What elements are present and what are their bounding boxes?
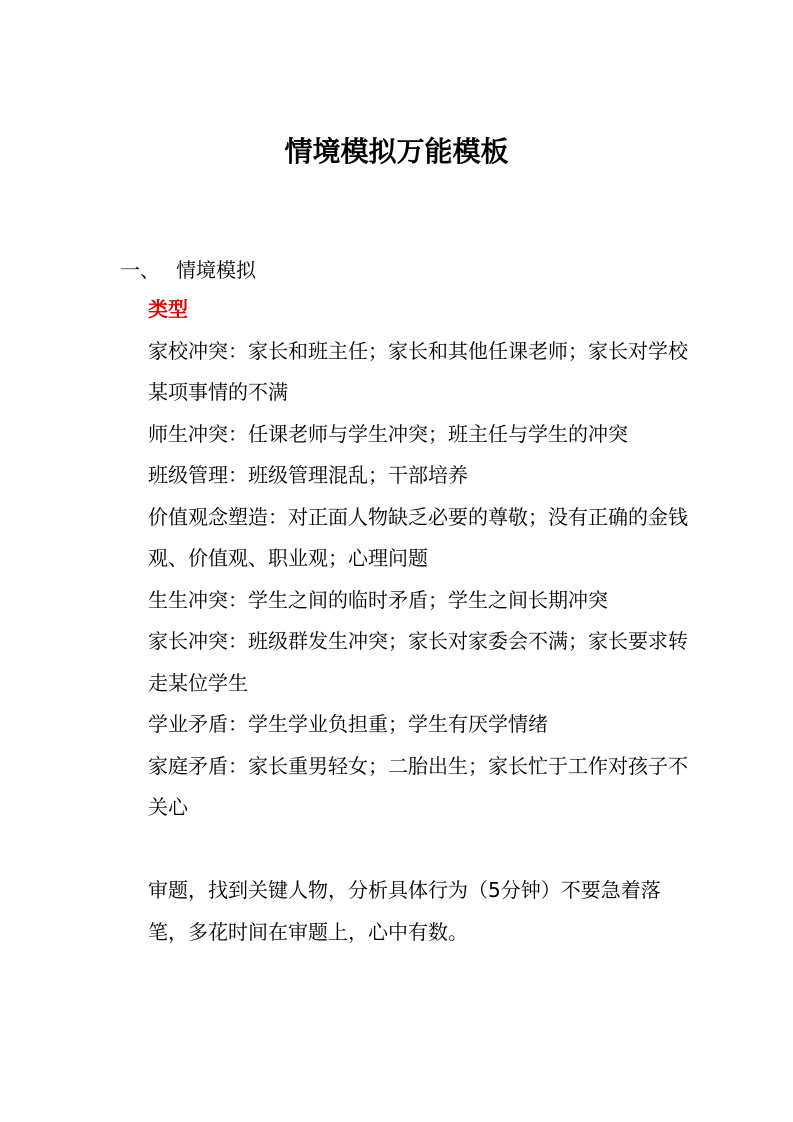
document-body — [148, 289, 688, 953]
section-number: 一、 — [120, 258, 160, 282]
type-label: 类型 — [148, 297, 188, 321]
category-family-conflict: 家庭矛盾：家长重男轻女；二胎出生；家长忙于工作对孩子不关心 — [148, 753, 688, 819]
paragraph-spacer — [148, 829, 688, 871]
category-teacher-student-conflict: 师生冲突：任课老师与学生冲突；班主任与学生的冲突 — [148, 421, 628, 446]
category-academic-conflict: 学业矛盾：学生学业负担重；学生有厌学情绪 — [148, 712, 548, 736]
review-note: 审题，找到关键人物，分析具体行为（5分钟）不要急着落笔，多花时间在审题上，心中有数。 — [148, 878, 661, 944]
category-class-management: 班级管理：班级管理混乱；干部培养 — [148, 463, 468, 487]
category-parent-conflict: 家长冲突：班级群发生冲突；家长对家委会不满；家长要求转走某位学生 — [148, 629, 688, 695]
category-student-student-conflict: 生生冲突：学生之间的临时矛盾；学生之间长期冲突 — [148, 587, 608, 612]
page-title: 情境模拟万能模板 — [284, 135, 509, 168]
section-heading — [120, 254, 256, 283]
category-home-school-conflict: 家校冲突：家长和班主任；家长和其他任课老师；家长对学校某项事情的不满 — [148, 338, 688, 404]
category-values-shaping: 价值观念塑造：对正面人物缺乏必要的尊敬；没有正确的金钱观、价值观、职业观；心理问题 — [148, 504, 688, 570]
section-heading-text: 情境模拟 — [176, 258, 256, 282]
